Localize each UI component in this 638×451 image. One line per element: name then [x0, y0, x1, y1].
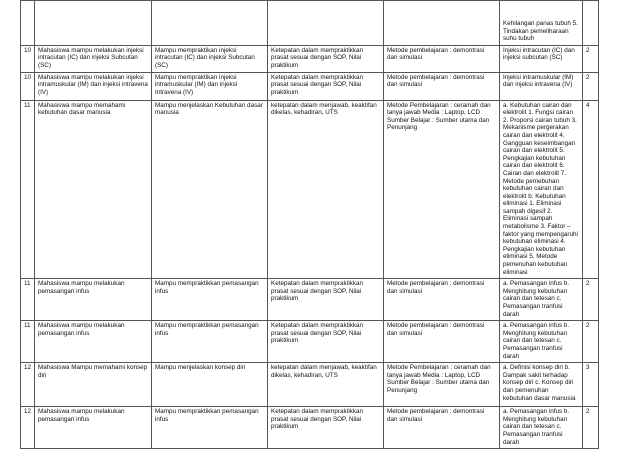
cell-no: 10	[21, 45, 35, 72]
cell-no: 11	[21, 321, 35, 363]
cell-no: 11	[21, 100, 35, 279]
cell-indikator: Mampu mempraktikkan pemasangan infus	[152, 279, 268, 321]
cell-materi: a. Kebutuhan cairan dan elektrolit 1. Fungsi cairan 2. Proporsi cairan tubuh 3. Mekanisme pergerakan cairan dan elektrolit 4. Gangguan keseimbangan cairan dan elektrolit 5. Pengkajian kebutuhan cairan dan elektrolit 6. Cairan dan elektrolit 7. Metode pemebuhan kebutuhan cairan dan elektrolit b. Kebutuhan eliminasi 1. Eliminasi sampah digesif 2. Eliminasi sampah metabolisme 3. Faktor – faktor yang mempengaruhi kebutuhan eliminasi 4. Pengkajian kebutuhan eliminasi 5. Metode pemenuhan kebutuhan eliminasi	[500, 100, 583, 279]
cell-materi: a. Pemasangan infus b. Menghitung kebutuhan cairan dan tetesan c. Pemasangan tranfusi darah	[500, 279, 583, 321]
cell-kriteria: ketepatan dalam menjawab, keaktifan dikelas, kehadiran, UTS	[268, 100, 384, 279]
cell-indikator: Mampu mempraktikan injeksi intracutan (IC) dan injeksi Subcutan (SC)	[152, 45, 268, 72]
cell-materi: Injeksi intracutan (IC) dan injeksi subcutan (SC)	[500, 45, 583, 72]
cell-kriteria: Ketepatan dalam mempraktikkan prasat sesuai dengan SOP, Nilai praktikum	[268, 321, 384, 363]
cell-kemampuan-akhir: Mahasiswa Mampu memahami konsep diri	[35, 363, 152, 407]
cell-indikator: Mampu mempraktikan injeksi intramuskular (IM) dan injeksi Intravena (IV)	[152, 72, 268, 100]
cell-materi: Injeksi intramuskular (IM) dan injeksi intravena (IV)	[500, 72, 583, 100]
cell-materi: a. Pemasangan infus b. Menghitung kebutuhan cairan dan tetesan c. Pemasangan tranfusi darah	[500, 407, 583, 449]
table-row	[21, 363, 599, 407]
cell-materi: a. Definisi konsep diri b. Dampak sakit terhadap konsep diri c. Konsep diri dan pemenuhan kebutuhan dasar manusia	[500, 363, 583, 407]
cell-materi: Kehilangan panas tubuh 5. Tindakan pemeliharaan suhu tubuh	[500, 1, 583, 46]
cell-kemampuan-akhir: Mahasiswa mampu memahami kebutuhan dasar manusia	[35, 100, 152, 279]
cell-metode: Metode Pembelajaran : ceramah dan tanya jawab Media : Laptop, LCD Sumber Belajar : Sumber utama dan Penunjang	[384, 100, 500, 279]
cell-no: 11	[21, 279, 35, 321]
cell-kriteria	[268, 1, 384, 46]
cell-indikator: Mampu mempraktikkan pemasangan infus	[152, 321, 268, 363]
cell-no: 12	[21, 407, 35, 449]
cell-kemampuan-akhir: Mahasiswa mampu melakukan pemasangan infus	[35, 279, 152, 321]
cell-no	[21, 1, 35, 46]
cell-bobot: 2	[583, 72, 599, 100]
cell-kriteria: Ketepatan dalam mempraktikkan prasat sesuai dengan SOP, Nilai praktikum	[268, 407, 384, 449]
table-row	[21, 72, 599, 100]
cell-bobot: 4	[583, 100, 599, 279]
cell-metode: Metode pembelajaran : demontrasi dan simulasi	[384, 72, 500, 100]
cell-indikator: Mampu mempraktikkan pemasangan infus	[152, 407, 268, 449]
cell-metode: Metode pembelajaran : demontrasi dan simulasi	[384, 321, 500, 363]
cell-bobot	[583, 1, 599, 46]
cell-metode: Metode pembelajaran : demontrasi dan simulasi	[384, 407, 500, 449]
table-row	[21, 321, 599, 363]
cell-kriteria: ketepatan dalam menjawab, keaktifan dikelas, kehadiran, UTS	[268, 363, 384, 407]
table-row	[21, 45, 599, 72]
cell-indikator	[152, 1, 268, 46]
table-row	[21, 407, 599, 449]
cell-kemampuan-akhir	[35, 1, 152, 46]
cell-materi: a. Pemasangan infus b. Menghitung kebutuhan cairan dan tetesan c. Pemasangan tranfusi darah	[500, 321, 583, 363]
cell-metode	[384, 1, 500, 46]
cell-indikator: Mampu menjelaskan Kebutuhan dasar manusia	[152, 100, 268, 279]
table-row	[21, 279, 599, 321]
cell-kriteria: Ketepatan dalam mempraktikkan prasat sesuai dengan SOP, Nilai praktikum	[268, 45, 384, 72]
rps-table	[20, 0, 599, 449]
cell-no: 12	[21, 363, 35, 407]
cell-kemampuan-akhir: Mahasiswa mampu melakukan pemasangan infus	[35, 321, 152, 363]
cell-metode: Metode pembelajaran : demontrasi dan simulasi	[384, 279, 500, 321]
cell-kriteria: Ketepatan dalam mempraktikkan prasat sesuai dengan SOP, Nilai praktikum	[268, 72, 384, 100]
cell-bobot: 3	[583, 363, 599, 407]
cell-bobot: 2	[583, 321, 599, 363]
cell-metode: Metode pembelajaran : demontrasi dan simulasi	[384, 45, 500, 72]
cell-bobot: 2	[583, 279, 599, 321]
table-row	[21, 100, 599, 279]
cell-metode: Metode Pembelajaran : ceramah dan tanya jawab Media : Laptop, LCD Sumber Belajar : Sumber utama dan Penunjang	[384, 363, 500, 407]
cell-bobot: 2	[583, 407, 599, 449]
cell-indikator: Mampu menjelaskan konsep diri	[152, 363, 268, 407]
cell-kemampuan-akhir: Mahasiswa mampu melakukan pemasangan infus	[35, 407, 152, 449]
cell-kriteria: Ketepatan dalam mempraktikkan prasat sesuai dengan SOP, Nilai praktikum	[268, 279, 384, 321]
cell-kemampuan-akhir: Mahasiswa mampu melakukan injeksi intramuskular (IM) dan injeksi intravena (IV)	[35, 72, 152, 100]
cell-bobot: 2	[583, 45, 599, 72]
table-row-top-continuation	[21, 1, 599, 46]
cell-kemampuan-akhir: Mahasiswa mampu melakukan injeksi intracutan (IC) dan injeksi Subcutan (SC)	[35, 45, 152, 72]
cell-no: 10	[21, 72, 35, 100]
